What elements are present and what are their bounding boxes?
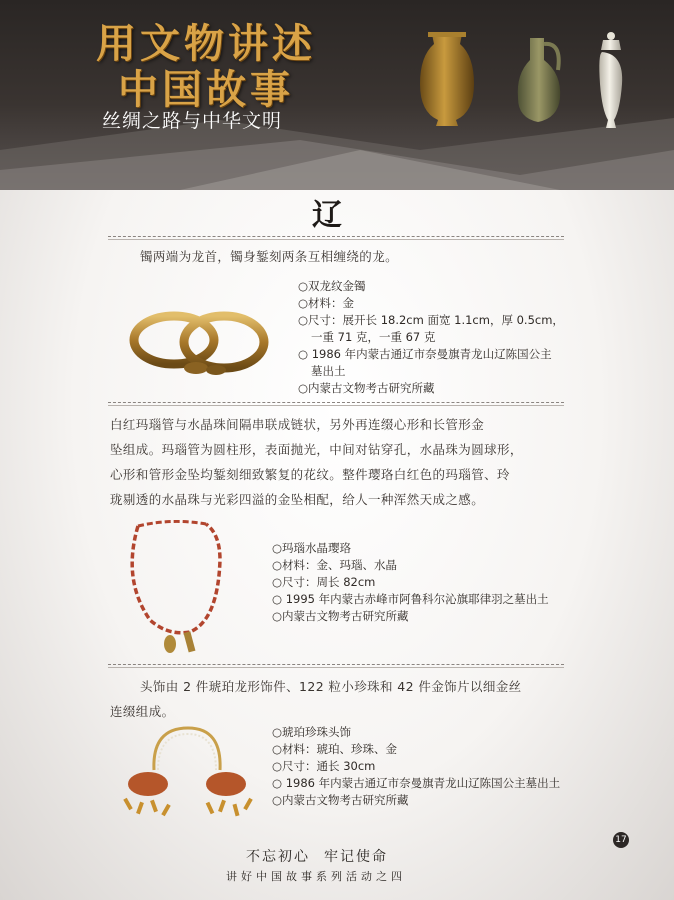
amber-headdress-image xyxy=(112,724,262,820)
item2-name: ○玛瑙水晶璎珞 xyxy=(272,541,352,555)
item2-size: ○尺寸：周长 82cm xyxy=(272,575,376,589)
item2-provenance: ○ 1995 年内蒙古赤峰市阿鲁科尔沁旗耶律羽之墓出土 xyxy=(272,592,549,606)
header-title-line2: 中国故事 xyxy=(118,66,294,113)
item3-desc-1: 头饰由 2 件琥珀龙形饰件、122 粒小珍珠和 42 件金饰片以细金丝 xyxy=(140,679,522,694)
header-banner xyxy=(0,0,674,190)
item1-intro: 镯两端为龙首，镯身錾刻两条互相缠绕的龙。 xyxy=(140,249,399,264)
item1-provenance: ○ 1986 年内蒙古通辽市奈曼旗青龙山辽陈国公主 xyxy=(298,347,552,361)
footer-motto xyxy=(246,846,402,866)
item2-desc-4: 珑剔透的水晶珠与光彩四溢的金坠相配，给人一种浑然天成之感。 xyxy=(110,492,485,507)
item1-weight: 一重 71 克，一重 67 克 xyxy=(311,330,436,344)
header-title-line1: 用文物讲述 xyxy=(96,20,316,67)
item3-info xyxy=(272,724,560,809)
item3-name: ○琥珀珍珠头饰 xyxy=(272,725,352,739)
item1-size: ○尺寸：展开长 18.2cm 面宽 1.1cm，厚 0.5cm， xyxy=(298,313,564,327)
item3-size: ○尺寸：通长 30cm xyxy=(272,759,376,773)
gold-bracelets-image xyxy=(126,296,272,382)
item1-collection: ○内蒙古文物考古研究所藏 xyxy=(298,381,435,395)
footer-series: 讲好中国故事系列活动之四 xyxy=(226,870,406,883)
item-divider-2 xyxy=(108,664,564,665)
section-divider xyxy=(108,236,564,237)
item1-info xyxy=(298,278,564,397)
porcelain-jar-image xyxy=(590,30,632,130)
section-title: 辽 xyxy=(312,198,342,233)
item3-collection: ○内蒙古文物考古研究所藏 xyxy=(272,793,409,807)
item2-collection: ○内蒙古文物考古研究所藏 xyxy=(272,609,409,623)
agate-necklace-image xyxy=(120,520,230,660)
item3-material: ○材料：琥珀、珍珠、金 xyxy=(272,742,398,756)
item1-material: ○材料：金 xyxy=(298,296,355,310)
item3-desc-2: 连缀组成。 xyxy=(110,704,175,719)
footer-motto-b: 牢记使命 xyxy=(324,849,388,865)
footer-motto-a: 不忘初心 xyxy=(246,849,310,865)
item1-provenance-cont: 墓出土 xyxy=(311,364,346,378)
item2-desc-2: 坠组成。玛瑙管为圆柱形，表面抛光，中间对钻穿孔，水晶珠为圆球形， xyxy=(110,442,523,457)
page-number: 17 xyxy=(613,832,629,848)
item2-desc-3: 心形和管形金坠均錾刻细致繁复的花纹。整件璎珞白红色的玛瑙管、玲 xyxy=(110,467,510,482)
item2-material: ○材料：金、玛瑙、水晶 xyxy=(272,558,398,572)
gold-vase-image xyxy=(412,28,482,128)
glass-ewer-image xyxy=(508,34,570,126)
header-subtitle: 丝绸之路与中华文明 xyxy=(102,110,283,132)
item2-desc-1: 白红玛瑙管与水晶珠间隔串联成链状，另外再连缀心形和长管形金 xyxy=(110,417,485,432)
item1-name: ○双龙纹金镯 xyxy=(298,279,366,293)
item2-info xyxy=(272,540,549,625)
item-divider-1 xyxy=(108,402,564,403)
item3-provenance: ○ 1986 年内蒙古通辽市奈曼旗青龙山辽陈国公主墓出土 xyxy=(272,776,561,790)
